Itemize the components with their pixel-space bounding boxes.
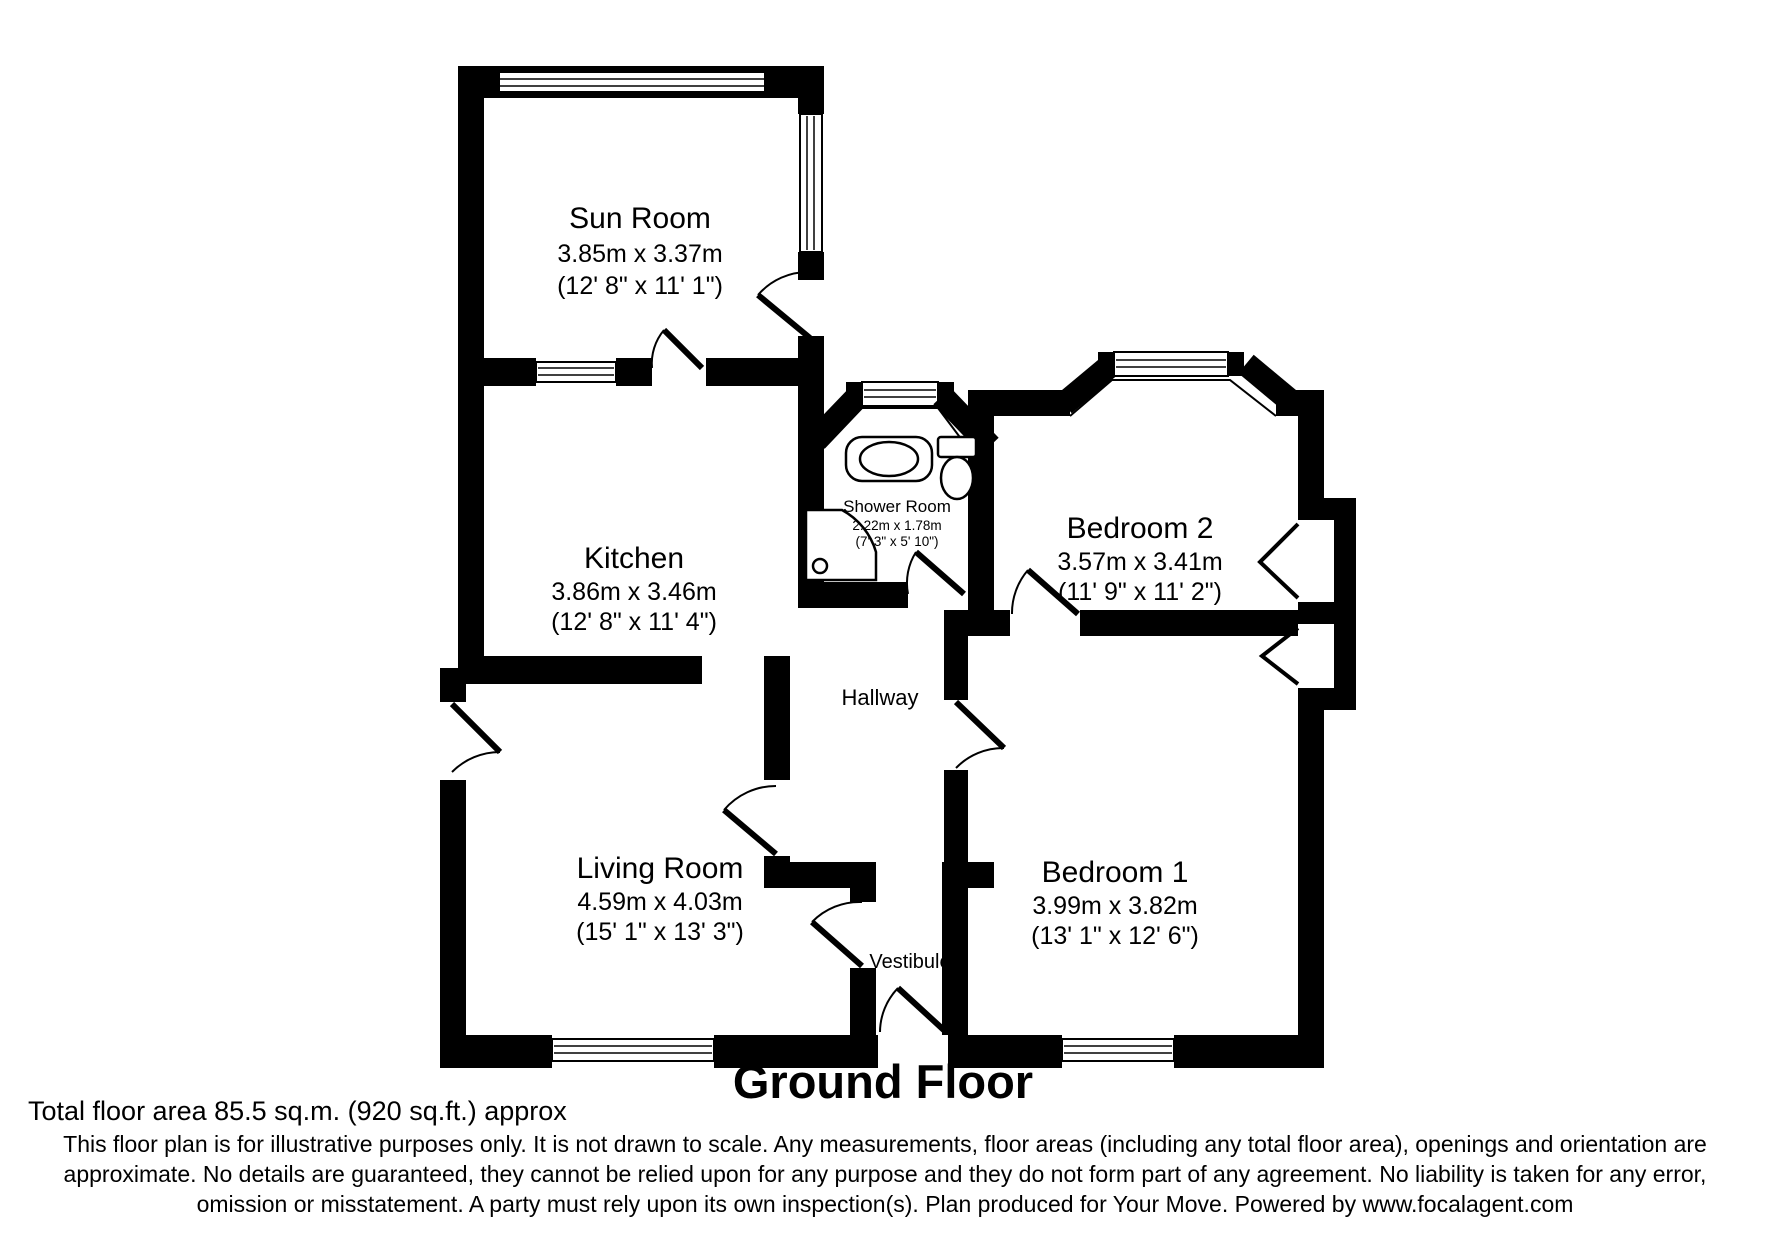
room-name: Kitchen xyxy=(583,542,685,575)
room-metric: 4.59m x 4.03m xyxy=(577,888,743,916)
sun-room-top-window xyxy=(490,72,774,92)
bedroom2-bay-window xyxy=(1114,352,1228,376)
room-imperial: (11' 9" x 11' 2") xyxy=(1058,578,1222,606)
room-name: Shower Room xyxy=(843,497,951,516)
living-room-hall-door-swing xyxy=(724,786,776,854)
room-metric: 3.85m x 3.37m xyxy=(557,240,723,268)
room-imperial: (12' 8" x 11' 4") xyxy=(551,608,717,636)
disclaimer-line-3: omission or misstatement. A party must rely upon its own inspection(s). Plan produced for Your Move. Powered by www.focalagent.com xyxy=(196,1191,1574,1217)
sun-room-kitchen-wall xyxy=(458,330,824,386)
sun-room-label xyxy=(557,202,723,300)
total-area-text: Total floor area 85.5 sq.m. (920 sq.ft.) approx xyxy=(28,1096,567,1126)
hallway-label: Hallway xyxy=(841,685,919,710)
disclaimer-text xyxy=(63,1131,1707,1217)
kitchen-label xyxy=(551,542,717,636)
shower-room-bay-window xyxy=(862,382,938,406)
living-room-left-door-swing xyxy=(452,704,500,772)
room-name: Bedroom 2 xyxy=(1066,512,1214,545)
room-metric: 2.22m x 1.78m xyxy=(852,518,942,533)
shower-room-door-swing xyxy=(907,552,964,594)
kitchen-walls xyxy=(440,386,702,684)
vestibule-label: Vestibule xyxy=(869,951,951,973)
vestibule-door-swing xyxy=(812,902,862,966)
internal-window xyxy=(536,362,616,382)
kitchen-sun-room-door-swing xyxy=(652,330,702,368)
sun-room-right-window xyxy=(800,114,822,252)
room-imperial: (12' 8" x 11' 1") xyxy=(557,272,723,300)
sun-room-door-swing xyxy=(758,272,810,338)
room-imperial: (7' 3" x 5' 10") xyxy=(855,534,939,549)
bedroom1-walls xyxy=(944,636,1324,1035)
room-metric: 3.99m x 3.82m xyxy=(1032,892,1198,920)
plan-title: Ground Floor xyxy=(732,1055,1034,1108)
room-metric: 3.57m x 3.41m xyxy=(1057,548,1223,576)
vestibule-walls xyxy=(764,862,994,1035)
living-room-window xyxy=(552,1039,714,1061)
disclaimer-line-1: This floor plan is for illustrative purposes only. It is not drawn to scale. Any measurements, floor areas (including any total floor area), openings and orientation are xyxy=(63,1131,1707,1157)
room-imperial: (15' 1" x 13' 3") xyxy=(576,918,744,946)
disclaimer-line-2: approximate. No details are guaranteed, they cannot be relied upon for any purpose and they do not form part of any agreement. No liability is taken for any error, xyxy=(63,1161,1707,1187)
bedroom1-window xyxy=(1062,1039,1174,1061)
cupboard-door-bedroom1 xyxy=(1262,628,1298,684)
toilet-icon xyxy=(938,437,976,499)
room-name: Living Room xyxy=(576,852,744,885)
bedroom2-label xyxy=(1057,512,1222,606)
room-name: Bedroom 1 xyxy=(1041,856,1189,889)
sink-icon xyxy=(846,437,932,481)
bedroom1-label xyxy=(1031,856,1199,950)
bedroom1-door-swing xyxy=(956,702,1004,768)
cupboard-door-bedroom2 xyxy=(1260,524,1298,598)
cupboard-alcoves xyxy=(1260,498,1356,710)
living-room-label xyxy=(576,852,744,946)
room-imperial: (13' 1" x 12' 6") xyxy=(1031,922,1199,950)
room-metric: 3.86m x 3.46m xyxy=(551,578,717,606)
shower-room-label xyxy=(843,497,951,549)
front-door-swing xyxy=(880,988,946,1032)
room-name: Sun Room xyxy=(569,202,711,235)
